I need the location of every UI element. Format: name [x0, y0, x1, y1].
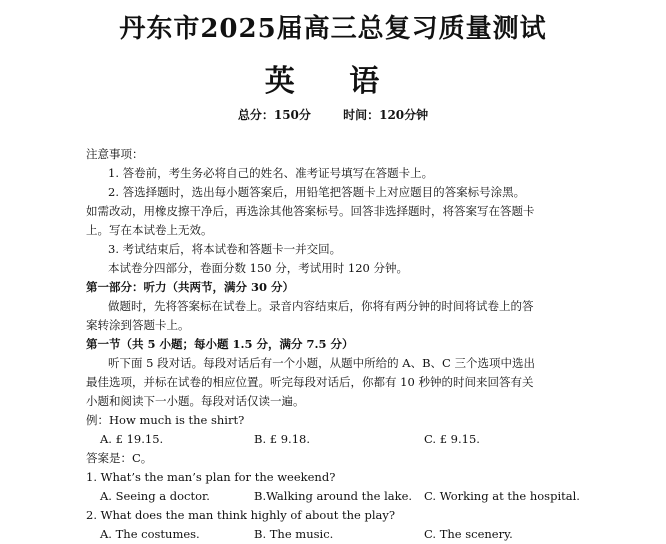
exam-title: 丹东市2025届高三总复习质量测试	[119, 14, 547, 44]
question-1-option-b: B.Walking around the lake.	[254, 489, 413, 503]
exam-body	[86, 145, 586, 544]
question-1-options	[86, 487, 586, 506]
question-1: 1. What’s the man’s plan for the weekend?	[86, 470, 336, 484]
exam-meta	[0, 106, 666, 123]
section1-intro-line-2: 最佳选项，并标在试卷的相应位置。听完每段对话后，你都有 10 秒钟的时间来回答有关	[86, 375, 534, 389]
example-option-b: B. £ 9.18.	[254, 432, 310, 446]
question-2: 2. What does the man think highly of about the play?	[86, 508, 396, 522]
example-option-c: C. £ 9.15.	[424, 432, 480, 446]
note-item-2-line-2: 如需改动，用橡皮擦干净后，再选涂其他答案标号。回答非选择题时，将答案写在答题卡	[86, 204, 535, 218]
part1-intro-line-2: 案转涂到答题卡上。	[86, 318, 190, 332]
notes-heading: 注意事项：	[86, 147, 144, 161]
note-item-2-line-1: 2. 答选择题时，选出每小题答案后，用铅笔把答题卡上对应题目的答案标号涂黑。	[108, 185, 526, 199]
section1-heading: 第一节（共 5 小题；每小题 1.5 分，满分 7.5 分）	[86, 337, 354, 351]
question-2-option-c: C. The scenery.	[424, 527, 513, 541]
question-2-options	[86, 525, 586, 544]
example-options	[86, 430, 586, 449]
section1-intro-line-3: 小题和阅读下一小题。每段对话仅读一遍。	[86, 394, 305, 408]
part1-intro-line-1: 做题时，先将答案标在试卷上。录音内容结束后，你将有两分钟的时间将试卷上的答	[108, 299, 534, 313]
note-item-3: 3. 考试结束后，将本试卷和答题卡一并交回。	[108, 242, 342, 256]
question-1-option-a: A. Seeing a doctor.	[100, 489, 210, 503]
note-item-2-line-3: 上。写在本试卷上无效。	[86, 223, 213, 237]
example-option-a: A. £ 19.15.	[100, 432, 164, 446]
note-item-4: 本试卷分四部分，卷面分数 150 分，考试用时 120 分钟。	[108, 261, 409, 275]
question-1-option-c: C. Working at the hospital.	[424, 489, 580, 503]
exam-time: 时间：120分钟	[343, 108, 429, 122]
part1-heading: 第一部分：听力（共两节，满分 30 分）	[86, 280, 295, 294]
total-score: 总分：150分	[237, 108, 311, 122]
subject-title: 英 语	[264, 64, 402, 99]
example-answer: 答案是：C。	[86, 451, 153, 465]
section1-intro-line-1: 听下面 5 段对话。每段对话后有一个小题，从题中所给的 A、B、C 三个选项中选出	[108, 356, 535, 370]
question-2-option-a: A. The costumes.	[100, 527, 200, 541]
example-question: 例：How much is the shirt?	[86, 413, 245, 427]
note-item-1: 1. 答卷前，考生务必将自己的姓名、准考证号填写在答题卡上。	[108, 166, 434, 180]
question-2-option-b: B. The music.	[254, 527, 334, 541]
